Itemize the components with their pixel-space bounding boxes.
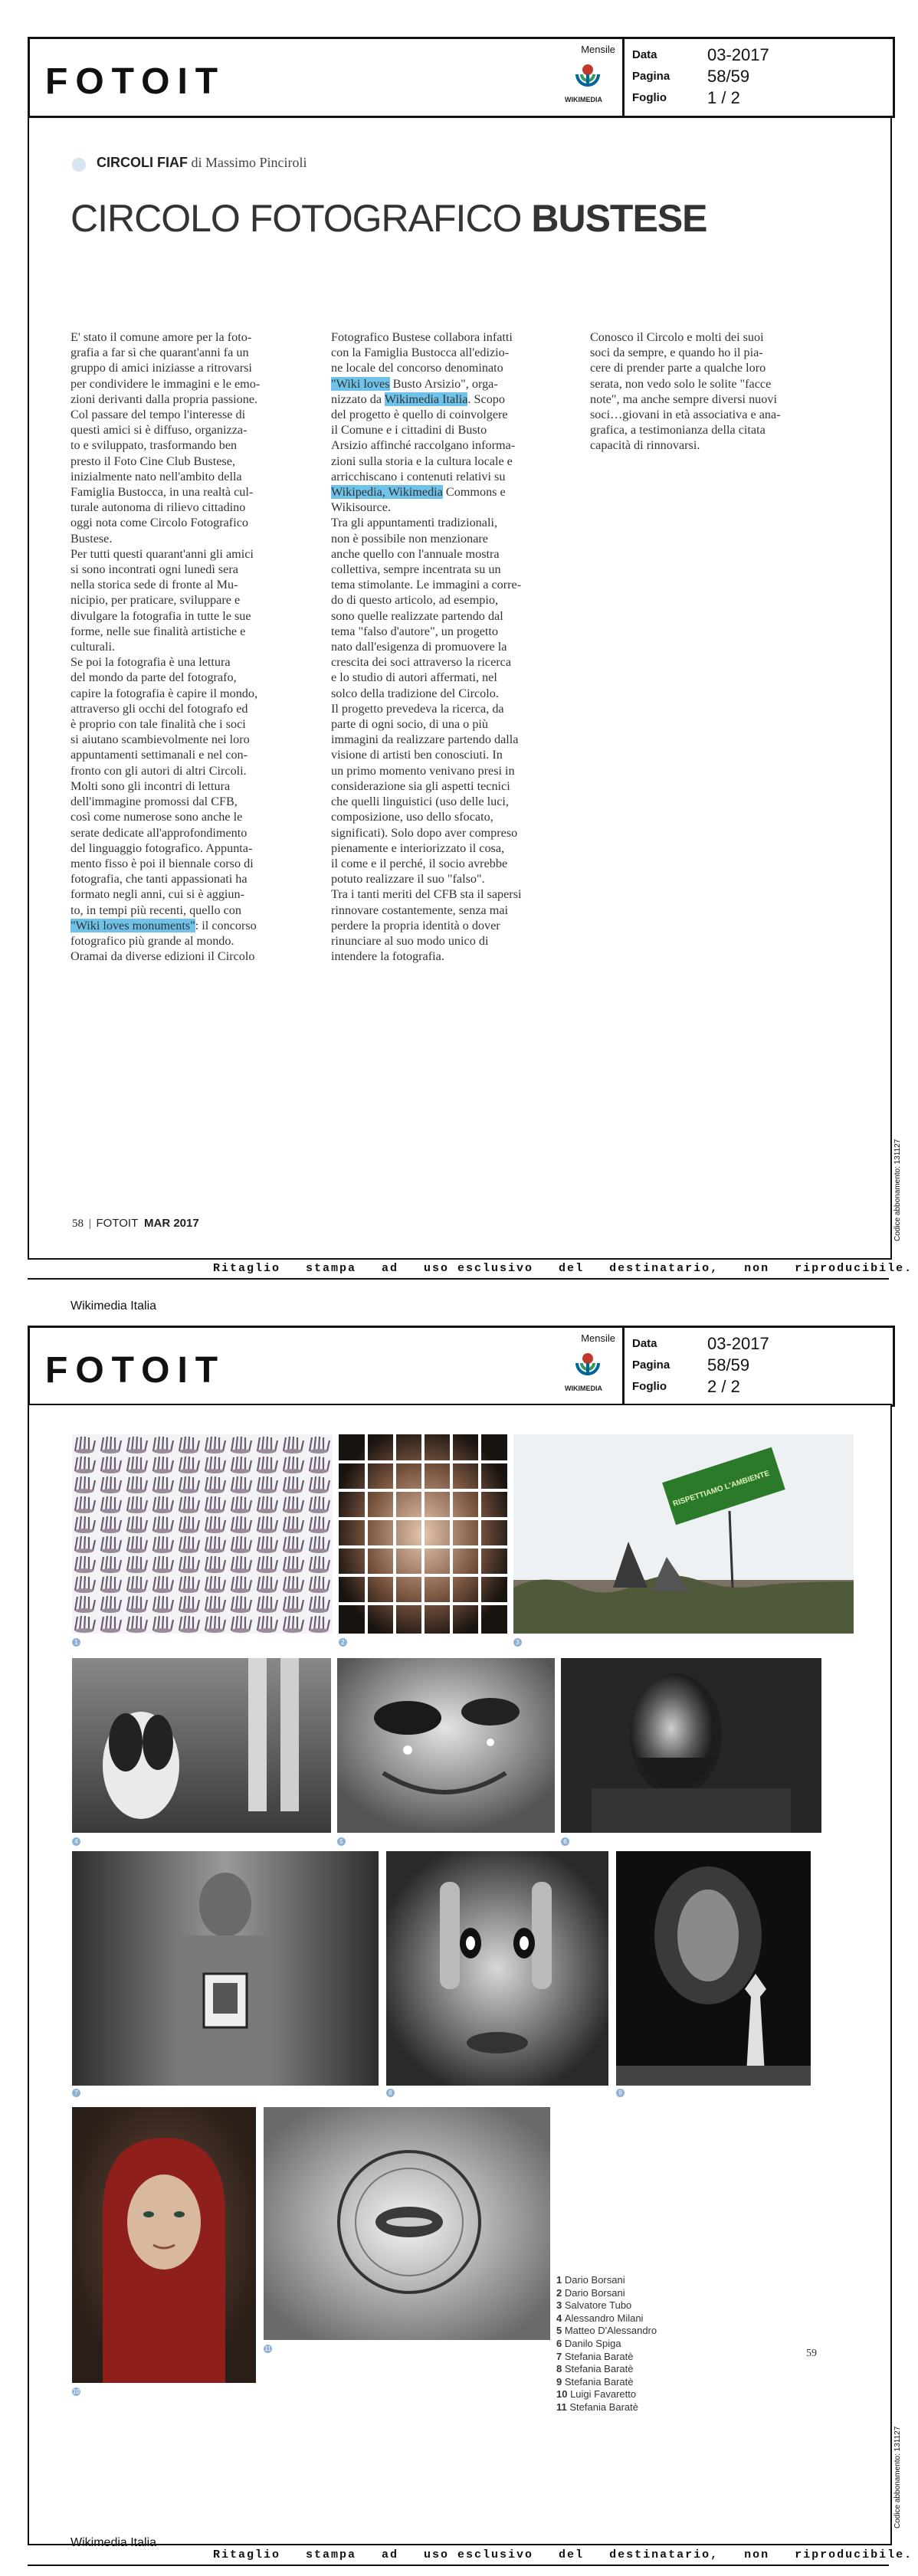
hands-pattern-graphic [72,1434,333,1634]
photo-7-man-with-photo [72,1851,379,2086]
col2-line: Il progetto prevedeva la ricerca, da [331,701,504,716]
highlight: Wikipedia, Wikimedia [331,485,443,500]
credit-item [556,2312,657,2325]
article-column-1 [70,329,260,964]
wikimedia-caption: WIKIMEDIA [565,96,602,103]
section-name: CIRCOLI FIAF [97,155,188,170]
credit-name: Stefania Baratè [569,2401,638,2413]
col2-line: arricchiscano i contenuti relativi su [331,469,506,483]
fotoit-logo: FOTOIT [45,61,226,102]
col3-line: soci…giovani in età associativa e ana- [590,408,781,422]
sheet-2 [0,1318,918,2576]
article-column-3 [590,329,781,454]
col2-line: Tra gli appuntamenti tradizionali, [331,516,497,530]
credit-item [556,2325,657,2338]
photo-number-5: 5 [337,1837,346,1846]
photo-number-8: 8 [386,2089,395,2097]
photo-8-face-fingers [386,1851,608,2086]
lips-glass-graphic [264,2107,550,2340]
col3-line: Conosco il Circolo e molti dei suoi [590,330,764,344]
pagina-value: 58/59 [707,67,750,86]
col2-line: del progetto è quello di coinvolgere [331,408,508,422]
wikimedia-logo-icon [571,59,605,93]
col1-line: "Wiki loves monuments": il concorso [70,918,257,932]
credit-name: Dario Borsani [564,2274,625,2286]
credit-item [556,2363,657,2376]
photo-number-11: 11 [264,2345,271,2352]
col1-line: fotografico più grande al mondo. [70,933,234,948]
credit-item [556,2388,657,2401]
col1-line: Famiglia Bustocca, in una realtà cul- [70,485,254,500]
col3-line: note", ma anche sempre diversi nuovi [590,392,777,406]
credit-item [556,2274,657,2287]
ritaglio-notice-2: Ritaglio stampa ad uso esclusivo del destinatario, non riproducibile. [213,2548,913,2561]
header-logo-box-2 [28,1326,625,1407]
col1-line: Molti sono gli incontri di lettura [70,778,231,793]
col1-line: serate dedicate all'approfondimento [70,825,248,840]
col2-line: ne locale del concorso denominato [331,361,503,375]
col1-line: inizialmente nato nell'ambito della [70,469,242,483]
col2-line: zioni sulla storia e la cultura locale e [331,454,513,468]
codice-abbonamento-2: Codice abbonamento: 131127 [893,2426,902,2528]
col2-line: parte di ogni socio, di una o più [331,717,489,732]
foglio-value-2: 2 / 2 [707,1377,740,1396]
col1-line: del mondo da parte del fotografo, [70,670,237,685]
col2-line: Arsizio affinché raccolgano informa- [331,438,516,453]
credit-name: Stefania Baratè [564,2363,634,2375]
col3-line: cere di prender parte a qualche loro [590,361,766,375]
col2-line: che quelli linguistici (uso delle luci, [331,795,509,809]
col1-line: questi amici si è diffuso, organizza- [70,423,248,438]
credit-name: Matteo D'Alessandro [564,2325,657,2337]
col2-line: significati). Solo dopo aver compreso [331,825,518,840]
col2-line: perdere la propria identità o dover [331,918,500,932]
landfill-graphic [513,1434,854,1634]
article-frame [28,116,892,1260]
data-label: Data [632,48,657,61]
data-value: 03-2017 [707,45,769,64]
ritaglio-line [28,1278,889,1280]
wikimedia-caption-2: WIKIMEDIA [565,1385,602,1392]
credit-name: Luigi Favaretto [570,2388,637,2401]
foglio-label-2: Foglio [632,1380,667,1393]
dog-graphic [72,1658,331,1833]
col1-line: si sono incontrati ogni lunedì sera [70,562,238,577]
credit-number: 11 [556,2401,570,2413]
highlight: "Wiki loves [331,376,390,391]
credit-name: Stefania Baratè [564,2350,634,2362]
photo-6-bearded-man [561,1658,821,1833]
folio-number: 58 [72,1218,84,1230]
title-light: CIRCOLO FOTOGRAFICO [70,197,522,240]
credit-number: 6 [556,2337,565,2349]
credit-item [556,2287,657,2300]
col1-line: Col passare del tempo l'interesse di [70,408,246,422]
col2-line: rinnovare costantemente, senza mai [331,903,509,917]
photo-number-7: 7 [72,2089,80,2097]
col2-line: composizione, uso dello sfocato, [331,810,493,824]
folio-number-2: 59 [806,2348,817,2359]
codice-abbonamento: Codice abbonamento: 131127 [893,1139,902,1241]
col2-line: solco della tradizione del Circolo. [331,686,499,700]
col1-line: formato negli anni, cui si è aggiun- [70,887,245,902]
col2-line: e lo studio di autori affermati, nel [331,670,497,685]
highlight: Wikimedia Italia [384,392,468,406]
credit-number: 9 [556,2375,565,2388]
credit-name: Stefania Baratè [564,2375,634,2388]
col3-line: capacità di rinnovarsi. [590,438,700,453]
photo-number-6: 6 [561,1837,569,1846]
col1-line: Bustese. [70,531,113,546]
col1-line: per condividere le immagini e le emo- [70,376,261,391]
credit-item [556,2351,657,2364]
credit-name: Dario Borsani [564,2286,625,2299]
photo-1-hands-grid [72,1434,333,1634]
data-value-2: 03-2017 [707,1334,769,1353]
woman-red-scarf-graphic [72,2107,256,2383]
col1-line: to e sviluppato, trasformando ben [70,438,238,453]
header-meta-box [622,37,895,118]
credit-number: 3 [556,2299,565,2312]
col1-line: nicipio, per praticare, sviluppare e [70,593,241,608]
col2-line: anche quello con l'annuale mostra [331,546,500,561]
col1-line: fotografia, che tanti appassionati ha [70,872,248,887]
col2-line: Tra i tanti meriti del CFB sta il sapersi [331,887,522,902]
byline: di Massimo Pinciroli [191,155,307,170]
header-meta-box-2 [622,1326,895,1407]
photo-3-landfill-sign [513,1434,854,1634]
credit-item [556,2299,657,2312]
credit-number: 10 [556,2388,571,2401]
col1-line: grafia a far sì che quarant'anni fa un [70,346,249,360]
col1-line: appuntamenti settimanali e nel con- [70,748,248,762]
photo-number-2: 2 [339,1638,347,1647]
col1-line: to, in tempi più recenti, quello con [70,903,241,917]
col2-line: il Comune e i cittadini di Busto [331,423,487,438]
col1-line: del linguaggio fotografico. Appunta- [70,841,253,855]
wikimedia-logo-icon-2 [571,1348,605,1381]
col1-line: mento fisso è poi il biennale corso di [70,856,254,870]
col2-line: pienamente e interiorizzato il cosa, [331,841,505,855]
section-bullet [72,158,86,172]
col2-line: tema "falso d'autore", un progetto [331,624,498,638]
credit-name: Alessandro Milani [564,2312,644,2324]
photo-number-1: 1 [72,1638,80,1647]
pagina-value-2: 58/59 [707,1355,750,1375]
col1-line: E' stato il comune amore per la foto- [70,330,252,344]
col1-line: turale autonoma di rilievo cittadino [70,500,246,515]
folio-mag: FOTOIT [96,1217,139,1230]
col1-line: Per tutti questi quarant'anni gli amici [70,546,254,561]
col1-line: dell'immagine promossi dal CFB, [70,795,238,809]
col3-line: soci da sempre, e quando ho il pia- [590,346,763,360]
face-fingers-graphic [386,1851,608,2086]
fotoit-logo-2: FOTOIT [45,1350,226,1391]
credit-number: 2 [556,2286,565,2299]
photo-number-3: 3 [513,1638,522,1647]
col2-line: nato dall'esigenza di promuovere la [331,640,507,654]
folio: 58 | FOTOIT MAR 2017 [72,1217,199,1230]
credit-number: 5 [556,2325,565,2337]
mensile-label-2: Mensile [581,1332,615,1344]
col2-line: Fotografico Bustese collabora infatti [331,330,513,344]
col1-line: è proprio con tale finalità che i soci [70,717,246,732]
col2-line: un primo momento venivano presi in [331,763,515,778]
photo-number-9: 9 [616,2089,625,2097]
col1-line: si aiutano scambievolmente nei loro [70,732,250,747]
col2-line: Wikisource. [331,500,392,515]
col1-line: culturali. [70,640,115,654]
ritaglio-notice: Ritaglio stampa ad uso esclusivo del destinatario, non riproducibile. [213,1262,913,1275]
col3-line: serata, non vedo solo le solite "facce [590,376,772,391]
mensile-label: Mensile [581,44,615,55]
header-logo-box [28,37,625,118]
col2-line: visione di artisti ben conosciuti. In [331,748,503,762]
col2-line: il come e il perché, il socio avrebbe [331,856,508,870]
col3-line: grafica, a testimonianza della citata [590,423,766,438]
footer-brand: Wikimedia Italia [70,1299,157,1313]
credit-name: Danilo Spiga [564,2337,621,2349]
col1-line: attraverso gli occhi del fotografo ed [70,701,248,716]
photo-5-eye-closeup [337,1658,555,1833]
col2-line: immagini da realizzare partendo dalla [331,732,519,747]
man-with-photo-graphic [72,1851,379,2086]
photo-credits [556,2274,657,2414]
bearded-man-graphic [561,1658,821,1833]
col1-line: forme, nelle sue finalità artistiche e [70,624,246,638]
col2-line: sono quelle realizzate partendo dal [331,608,503,623]
highlight: "Wiki loves [70,918,130,932]
col2-line: potuto realizzare il suo "falso". [331,872,485,887]
col2-line: intendere la fotografia. [331,949,444,964]
photo-number-4: 4 [72,1837,80,1846]
foglio-value: 1 / 2 [707,88,740,107]
credit-number: 8 [556,2363,565,2375]
footer-brand-2: Wikimedia Italia [70,2536,157,2549]
photo-2-mosaic-faces [339,1434,507,1634]
col2-line: "Wiki loves Busto Arsizio", orga- [331,376,498,391]
col2-line: considerazione sia gli aspetti tecnici [331,778,510,793]
col1-line: nella storica sede di fronte al Mu- [70,578,238,592]
col2-line: con la Famiglia Bustocca all'edizio- [331,346,510,360]
sign-text: RISPETTIAMO L'AMBIENTE [671,1469,771,1509]
credit-number: 4 [556,2312,565,2324]
col2-line: tema stimolante. Le immagini a corre- [331,578,522,592]
title-bold: BUSTESE [531,197,707,240]
credit-item [556,2376,657,2389]
col2-line: rinunciare al suo modo unico di [331,933,489,948]
folio-date: MAR 2017 [144,1217,199,1230]
credit-name: Salvatore Tubo [564,2299,632,2312]
col2-line: collettiva, sempre incentrata su un [331,562,501,577]
mosaic-graphic [339,1434,507,1634]
col2-line: do di questo articolo, ad esempio, [331,593,499,608]
credit-item [556,2338,657,2351]
highlight: "Wiki loves monuments" [70,918,195,932]
col2-line: nizzato da Wikimedia Italia. Scopo [331,392,505,406]
col2-line: crescita dei soci attraverso la ricerca [331,655,512,670]
photo-frame [28,1404,892,2545]
col1-line: gruppo di amici iniziasse a ritrovarsi [70,361,252,375]
col1-line: fronto con gli autori di altri Circoli. [70,763,247,778]
eye-graphic [337,1658,555,1833]
credit-number: 7 [556,2350,565,2362]
credit-number: 1 [556,2274,565,2286]
photo-number-10: 10 [73,2388,80,2395]
col1-line: Se poi la fotografia è una lettura [70,655,231,670]
article-column-2 [331,329,522,964]
pagina-label-2: Pagina [632,1358,670,1372]
foglio-label: Foglio [632,91,667,104]
col1-line: zioni derivanti dalla propria passione. [70,392,258,406]
article-title [70,196,707,241]
photo-9-chess [616,1851,811,2086]
chess-graphic [616,1851,811,2086]
col1-line: oggi nota come Circolo Fotografico [70,516,248,530]
pagina-label: Pagina [632,70,670,83]
credit-item [556,2401,657,2414]
col1-line: capire la fotografia è capire il mondo, [70,686,258,700]
col2-line: Wikipedia, Wikimedia Commons e [331,485,506,500]
photo-11-lips-glass [264,2107,550,2340]
col1-line: presto il Foto Cine Club Bustese, [70,454,235,468]
photo-4-dog-legs [72,1658,331,1833]
section-heading [97,155,307,171]
col2-line: non è possibile non menzionare [331,531,488,546]
col1-line: Oramai da diverse edizioni il Circolo [70,949,255,964]
data-label-2: Data [632,1337,657,1350]
col1-line: divulgare la fotografia in tutte le sue [70,608,251,623]
photo-10-woman-red-scarf [72,2107,256,2383]
ritaglio-line-2 [28,2565,889,2566]
col1-line: così come numerose sono anche le [70,810,243,824]
